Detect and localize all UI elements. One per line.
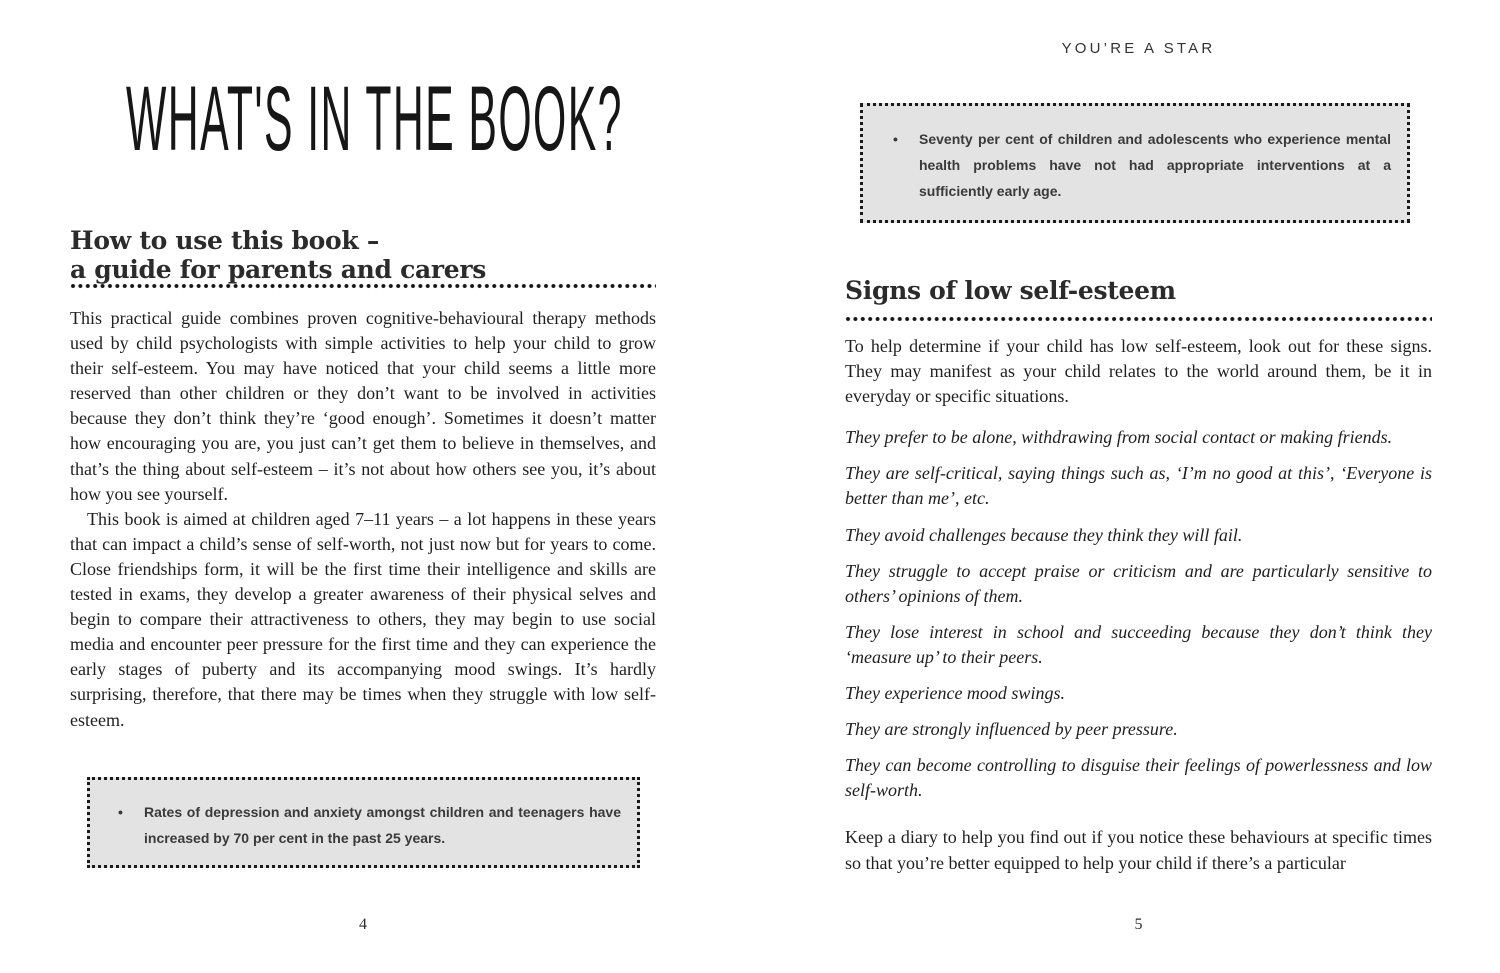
- closing-paragraph: Keep a diary to help you find out if you notice these behaviours at specific times so that you’re better equipped to help your child if there’s a particular: [845, 827, 1432, 873]
- sign-item: They are self-critical, saying things such as, ‘I’m no good at this’, ‘Everyone is better than me’, etc.: [845, 463, 1432, 509]
- sign-item: They lose interest in school and succeeding because they don’t think they ‘measure up’ to their peers.: [845, 621, 1432, 667]
- page-right: [845, 0, 1432, 973]
- sign-item: They are strongly influenced by peer pressure.: [845, 719, 1178, 740]
- sign-item: They avoid challenges because they think they will fail.: [845, 524, 1243, 545]
- running-header: YOU’RE A STAR: [1061, 40, 1216, 57]
- sign-item: They struggle to accept praise or criticism and are particularly sensitive to others’ opinions of them.: [845, 560, 1432, 606]
- bullet-icon: •: [893, 131, 898, 147]
- paragraph-1: This practical guide combines proven cognitive-behavioural therapy methods used by child psychologists with simple activities to help your child to grow their self-esteem. You may have noticed that your child seems a little more reserved than other children or they don’t want to be involved in activities because they don’t think they’re ‘good enough’. Sometimes it doesn’t matter how encouraging you are, you just can’t get them to believe in themselves, and that’s the thing about self-esteem – it’s not about how others see you, it’s about how you see yourself.: [70, 308, 656, 504]
- bullet-icon: •: [118, 804, 123, 820]
- paragraph-2: This book is aimed at children aged 7–11 years – a lot happens in these years that can impact a child’s sense of self-worth, not just now but for years to come. Close friendships form, it will be the first time their intelligence and skills are tested in exams, they develop a greater awareness of their physical selves and begin to compare their attractiveness to others, they may begin to use social media and encounter peer pressure for the first time and they can experience the early stages of puberty and its accompanying mood swings. It’s hardly surprising, therefore, that there may be times when they struggle with low self-esteem.: [70, 508, 656, 730]
- dotted-rule-left: [70, 283, 656, 289]
- sign-item: They prefer to be alone, withdrawing from social contact or making friends.: [845, 427, 1393, 448]
- statistic-callout-left: [87, 777, 640, 868]
- page-number-right: 5: [1134, 916, 1143, 933]
- chapter-title: WHAT'S IN THE BOOK?: [126, 66, 623, 171]
- page-number-left: 4: [359, 916, 367, 933]
- section-heading-line-2: a guide for parents and carers: [70, 254, 487, 284]
- signs-intro: To help determine if your child has low self-esteem, look out for these signs. They may manifest as your child relates to the world around them, be it in everyday or specific situations.: [845, 336, 1432, 407]
- sign-item: They can become controlling to disguise their feelings of powerlessness and low self-worth.: [845, 755, 1432, 801]
- statistic-callout-right: [860, 103, 1410, 223]
- section-heading-signs: Signs of low self-esteem: [845, 276, 1176, 305]
- statistic-text: Seventy per cent of children and adolescents who experience mental health problems have not had appropriate interventions at a sufficiently early age.: [919, 131, 1391, 199]
- right-body-text: [845, 334, 1432, 876]
- left-body-text: [70, 306, 656, 733]
- section-heading: [70, 227, 486, 284]
- dotted-rule-right: [845, 316, 1432, 322]
- page-left: [70, 0, 656, 973]
- sign-item: They experience mood swings.: [845, 683, 1065, 704]
- statistic-text: Rates of depression and anxiety amongst children and teenagers have increased by 70 per cent in the past 25 years.: [144, 804, 621, 846]
- section-heading-line-1: How to use this book –: [70, 226, 380, 255]
